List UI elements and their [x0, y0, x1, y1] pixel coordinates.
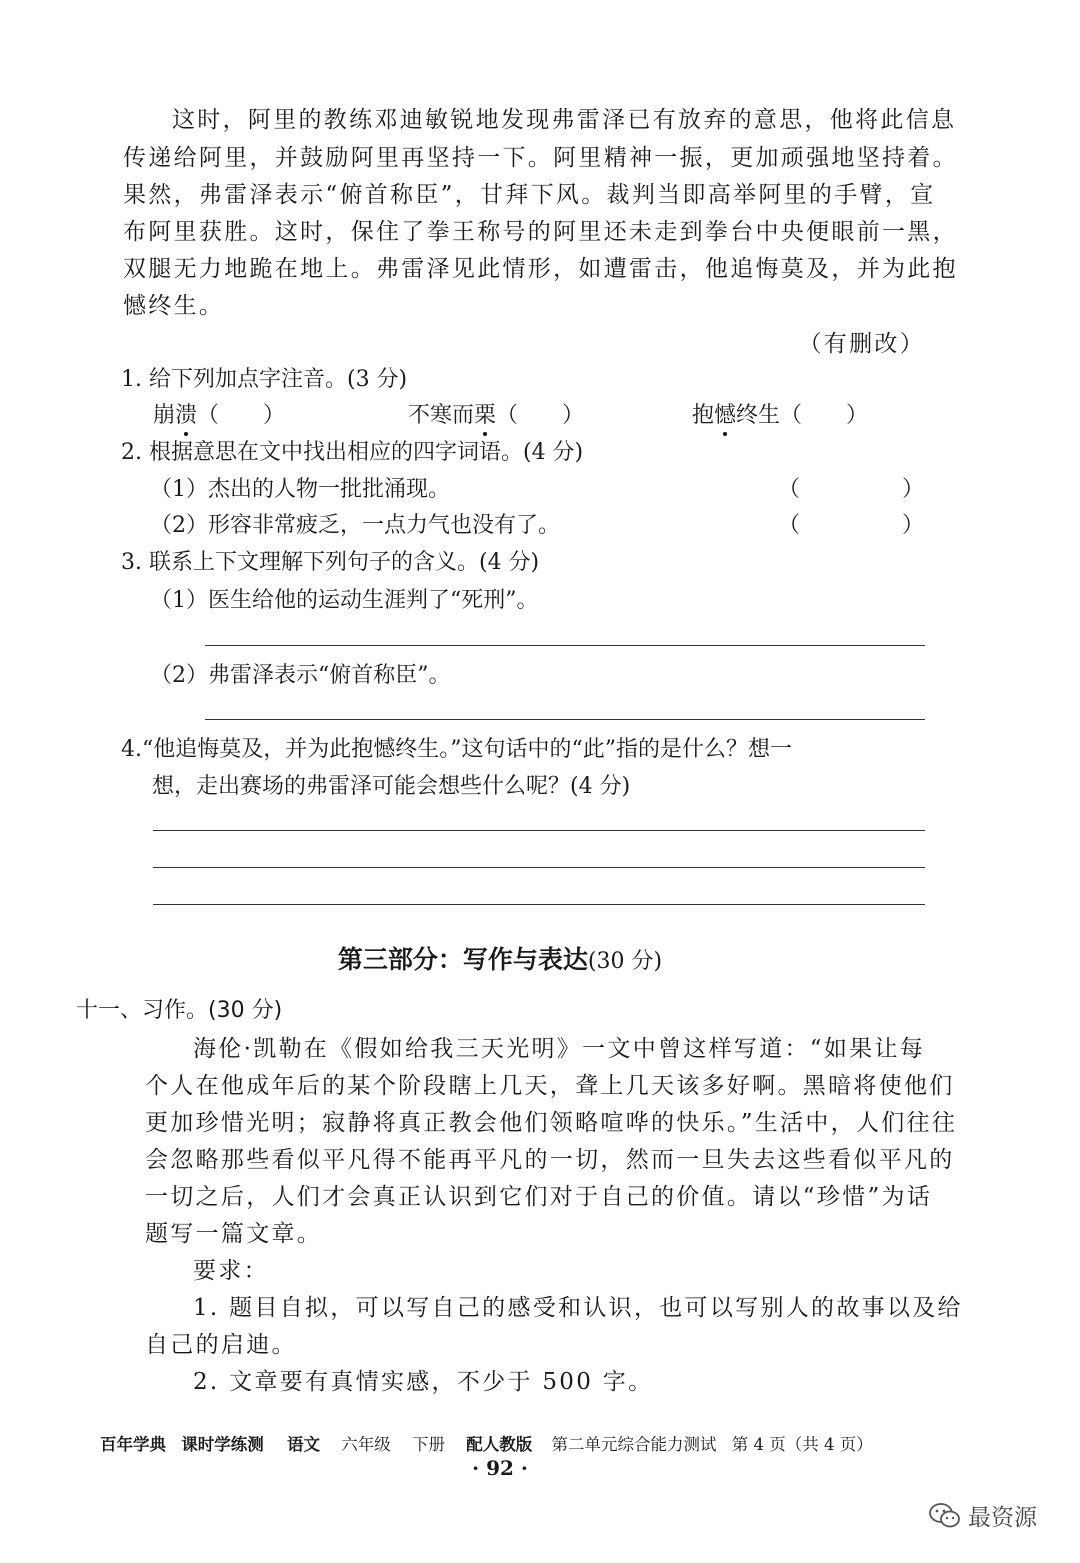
dotted-char: 栗	[474, 398, 496, 429]
essay-heading: 十一、习作。(30 分)	[76, 998, 283, 1023]
passage-line: 传递给阿里，并鼓励阿里再坚持一下。阿里精神一振，更加顽强地坚持着。	[123, 145, 958, 171]
answer-line[interactable]	[205, 645, 925, 646]
essay-prompt-line: 题写一篇文章。	[145, 1221, 323, 1247]
passage-line: 双腿无力地跪在地上。弗雷泽见此情形，如遭雷击，他追悔莫及，并为此抱	[123, 256, 958, 282]
answer-blank[interactable]: （ ）	[197, 403, 286, 428]
footer-series: 课时学练测	[181, 1435, 264, 1454]
question-3-item-2: （2）弗雷泽表示“俯首称臣”。	[150, 663, 451, 688]
part-3-score: (30 分)	[587, 949, 663, 974]
footer-test-name: 第二单元综合能力测试	[551, 1435, 717, 1454]
question-2-item-1: （1）杰出的人物一批批涌现。	[150, 477, 450, 502]
requirement-2: 2. 文章要有真情实感，不少于 500 字。	[193, 1369, 654, 1395]
requirement-1-cont: 自己的启迪。	[145, 1332, 297, 1358]
pinyin-item-1	[153, 398, 285, 429]
requirements-label: 要求：	[193, 1258, 269, 1284]
word-chars: 终生	[736, 403, 781, 428]
passage-line: 布阿里获胜。这时，保住了拳王称号的阿里还未走到拳台中央便眼前一黑，	[123, 219, 958, 245]
footer-brand: 百年学典	[100, 1435, 166, 1454]
question-4-line-1: 4.“他追悔莫及，并为此抱憾终生。”这句话中的“此”指的是什么？想一	[121, 737, 792, 762]
question-3-text: 3. 联系上下文理解下列句子的含义。(4 分)	[121, 550, 540, 575]
question-4-line-2: 想，走出赛场的弗雷泽可能会想些什么呢？(4 分)	[152, 774, 631, 799]
watermark	[928, 1499, 1037, 1532]
question-2-item-2: （2）形容非常疲乏，一点力气也没有了。	[150, 513, 560, 538]
passage-line: 憾终生。	[123, 293, 225, 319]
essay-prompt-line: 会忽略那些看似平凡得不能再平凡的一切，然而一旦失去这些看似平凡的	[145, 1147, 955, 1173]
dotted-char: 憾	[714, 398, 736, 429]
word-char: 抱	[692, 403, 715, 428]
footer-volume: 下册	[412, 1435, 445, 1454]
essay-prompt-line: 个人在他成年后的某个阶段瞎上几天，聋上几天该多好啊。黑暗将使他们	[145, 1073, 955, 1099]
requirement-1: 1. 题目自拟，可以写自己的感受和认识，也可以写别人的故事以及给	[193, 1295, 963, 1321]
wechat-icon	[928, 1501, 962, 1531]
answer-blank[interactable]: （ ）	[496, 403, 585, 428]
essay-prompt-line: 一切之后，人们才会真正认识到它们对于自己的价值。请以“珍惜”为话	[145, 1184, 933, 1210]
answer-line[interactable]	[153, 867, 925, 868]
answer-blank[interactable]: （ ）	[780, 403, 869, 428]
essay-prompt-line: 更加珍惜光明；寂静将真正教会他们领略喧哗的快乐。”生活中，人们往往	[145, 1110, 958, 1136]
page-footer	[100, 1431, 873, 1455]
footer-edition: 配人教版	[466, 1435, 533, 1454]
answer-paren-open[interactable]: （	[778, 513, 801, 538]
word-char: 崩	[153, 403, 176, 428]
answer-line[interactable]	[153, 830, 925, 831]
word-chars: 不寒而	[408, 403, 475, 428]
pinyin-item-3	[692, 398, 868, 429]
passage-line: 果然，弗雷泽表示“俯首称臣”，甘拜下风。裁判当即高举阿里的手臂，宣	[123, 182, 936, 208]
dotted-char: 溃	[175, 398, 197, 429]
pinyin-item-2	[408, 398, 584, 429]
footer-subject: 语文	[287, 1435, 320, 1454]
answer-paren-close[interactable]: ）	[902, 513, 925, 538]
part-3-title: 第三部分：写作与表达	[337, 945, 588, 974]
question-2-text: 2. 根据意思在文中找出相应的四字词语。(4 分)	[121, 440, 584, 465]
question-3-item-1: （1）医生给他的运动生涯判了“死刑”。	[150, 588, 539, 613]
answer-paren-close[interactable]: ）	[902, 477, 925, 502]
passage-source-note: （有删改）	[798, 331, 925, 357]
answer-line[interactable]	[153, 904, 925, 905]
page-number: · 92 ·	[472, 1456, 528, 1480]
question-1-text: 1. 给下列加点字注音。(3 分)	[121, 367, 408, 392]
footer-page-info: 第 4 页（共 4 页）	[731, 1435, 873, 1454]
answer-paren-open[interactable]: （	[778, 477, 801, 502]
answer-line[interactable]	[205, 719, 925, 720]
passage-line: 这时，阿里的教练邓迪敏锐地发现弗雷泽已有放弃的意思，他将此信息	[172, 107, 957, 133]
watermark-text: 最资源	[968, 1505, 1037, 1531]
essay-prompt-line: 海伦·凯勒在《假如给我三天光明》一文中曾这样写道：“如果让每	[193, 1036, 926, 1062]
footer-grade: 六年级	[341, 1435, 391, 1454]
part-3-heading	[0, 940, 1000, 976]
